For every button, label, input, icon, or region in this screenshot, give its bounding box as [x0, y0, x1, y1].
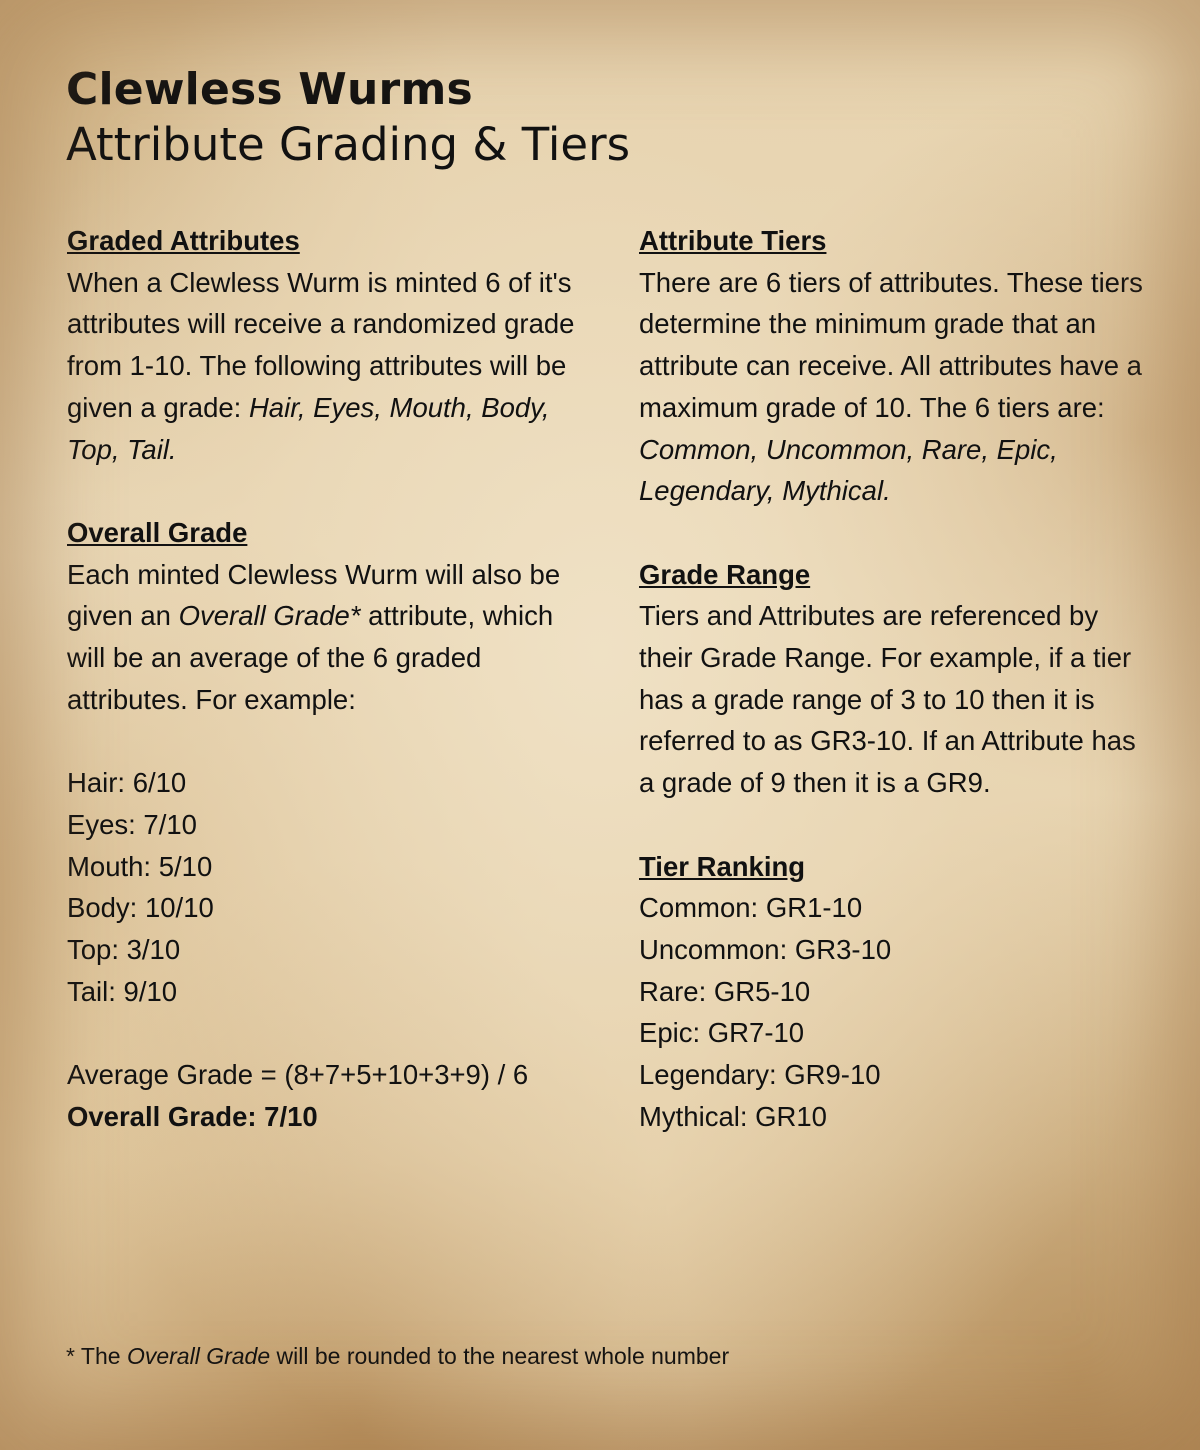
example-grade-item: Eyes: 7/10: [67, 808, 197, 840]
example-grades-list: [67, 762, 587, 1012]
overall-grade-body-a: Each minted Clewless Wurm will also be given an: [67, 558, 561, 632]
footnote: [66, 1340, 729, 1372]
example-grade-item: Body: 10/10: [67, 892, 214, 924]
tier-ranking-item: Common: GR1-10: [639, 892, 863, 924]
footnote-term: Overall Grade: [126, 1343, 271, 1369]
example-grade-item: Hair: 6/10: [67, 767, 187, 799]
graded-attributes-heading: Graded Attributes: [67, 225, 300, 256]
attribute-tiers-heading: Attribute Tiers: [639, 225, 827, 256]
overall-grade-result: Overall Grade: 7/10: [67, 1100, 318, 1132]
graded-attributes-list: Hair, Eyes, Mouth, Body, Top, Tail.: [67, 391, 550, 465]
example-grade-item: Mouth: 5/10: [67, 850, 213, 882]
overall-grade-text: [67, 554, 587, 721]
graded-attributes-body: When a Clewless Wurm is minted 6 of it's attributes will receive a randomized grade from 1-10. The following attributes will be given a grade:: [67, 266, 575, 423]
tier-ranking-heading: Tier Ranking: [639, 850, 806, 882]
example-grade-item: Top: 3/10: [67, 933, 181, 965]
attribute-tiers-section: [639, 220, 1149, 512]
grade-range-section: [639, 554, 1149, 804]
tier-ranking-item: Uncommon: GR3-10: [639, 933, 892, 965]
overall-grade-section: [67, 512, 587, 721]
tier-ranking-item: Epic: GR7-10: [639, 1017, 805, 1049]
overall-grade-body-b: attribute, which will be an average of the 6 graded attributes. For example:: [67, 600, 554, 715]
right-column: [639, 220, 1149, 1179]
average-grade-formula: Average Grade = (8+7+5+10+3+9) / 6: [67, 1059, 529, 1091]
footnote-prefix: * The: [66, 1343, 127, 1369]
example-grade-item: Tail: 9/10: [67, 975, 178, 1007]
overall-grade-term: Overall Grade*: [178, 600, 361, 632]
page-subtitle: Attribute Grading & Tiers: [66, 118, 631, 171]
grade-range-text: Tiers and Attributes are referenced by their Grade Range. For example, if a tier has a grade range of 3 to 10 then it is referred to as GR3-10. If an Attribute has a grade of 9 then it is a GR9.: [639, 600, 1136, 799]
tier-ranking-item: Rare: GR5-10: [639, 975, 811, 1007]
title-block: [66, 62, 630, 172]
tier-ranking-item: Legendary: GR9-10: [639, 1059, 881, 1091]
graded-attributes-section: [67, 220, 587, 470]
attribute-tiers-body: There are 6 tiers of attributes. These tiers determine the minimum grade that an attribute can receive. All attributes have a maximum grade of 10. The 6 tiers are:: [639, 266, 1143, 423]
tier-ranking-section: [639, 846, 1149, 1138]
attribute-tiers-list: Common, Uncommon, Rare, Epic, Legendary, Mythical.: [639, 433, 1058, 507]
grade-range-heading: Grade Range: [639, 558, 811, 590]
footnote-suffix: will be rounded to the nearest whole number: [270, 1343, 730, 1369]
left-column: [67, 220, 587, 1179]
page-title: Clewless Wurms: [66, 64, 473, 115]
tier-ranking-item: Mythical: GR10: [639, 1100, 827, 1132]
average-calculation: [67, 1054, 587, 1137]
overall-grade-heading: Overall Grade: [67, 516, 248, 548]
graded-attributes-text: [67, 262, 587, 471]
attribute-tiers-text: [639, 262, 1149, 512]
